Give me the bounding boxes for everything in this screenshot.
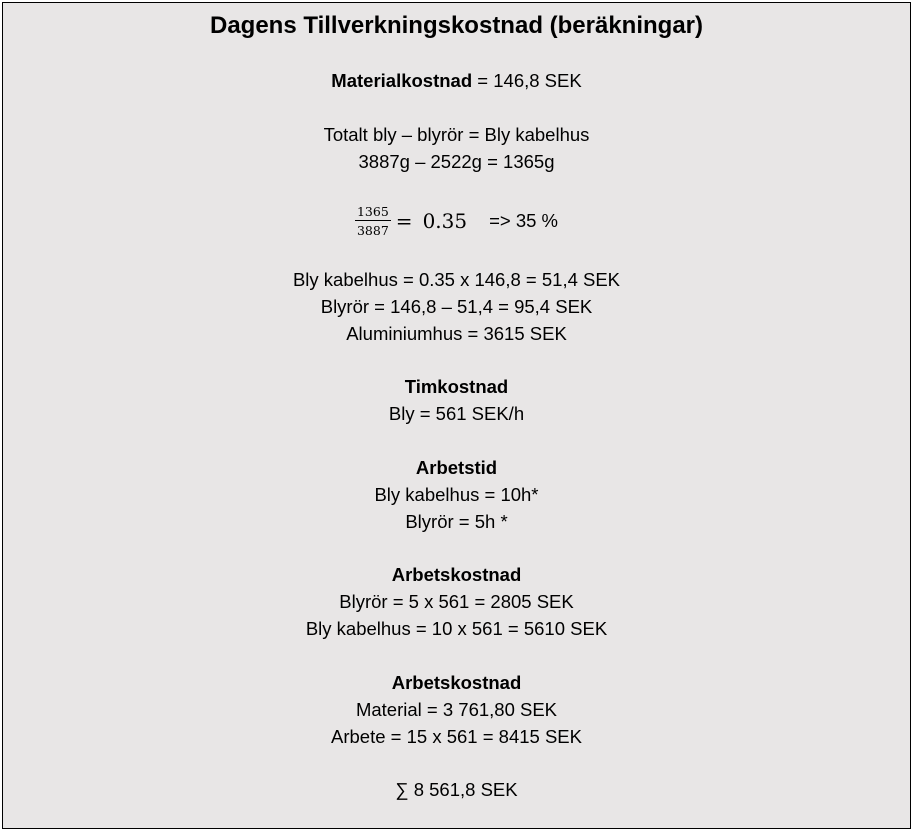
- hourly-cost-heading: Timkostnad: [404, 376, 509, 397]
- material-cost-line: [3, 70, 910, 92]
- ratio-result: 0.35: [422, 209, 468, 233]
- lead-ratio-formula: [3, 199, 910, 243]
- lead-equation-numbers: 3887g – 2522g = 1365g: [358, 151, 555, 172]
- ratio-percent: => 35 %: [489, 210, 559, 231]
- calculation-sheet: [2, 2, 911, 829]
- grand-total-sum: ∑ 8 561,8 SEK: [395, 779, 518, 800]
- work-time-heading: Arbetstid: [415, 457, 498, 478]
- page-title: Dagens Tillverkningskostnad (beräkningar): [209, 12, 704, 39]
- total-labor-cost: Arbete = 15 x 561 = 8415 SEK: [331, 726, 582, 747]
- material-cost-label: Materialkostnad: [331, 70, 473, 91]
- total-cost-heading: Arbetskostnad: [391, 672, 522, 693]
- work-time-lead-pipe: Blyrör = 5h *: [405, 511, 508, 532]
- labor-cost-cable-housing: Bly kabelhus = 10 x 561 = 5610 SEK: [305, 618, 608, 639]
- aluminium-housing-cost: Aluminiumhus = 3615 SEK: [346, 323, 567, 344]
- work-time-cable-housing: Bly kabelhus = 10h*: [374, 484, 539, 505]
- material-cost-value: = 146,8 SEK: [472, 70, 582, 91]
- fraction-numerator: 1365: [356, 204, 389, 219]
- lead-pipe-cost: Blyrör = 146,8 – 51,4 = 95,4 SEK: [320, 296, 593, 317]
- hourly-cost-lead: Bly = 561 SEK/h: [388, 403, 525, 424]
- ratio-fraction: [355, 204, 391, 238]
- equals-sign: =: [395, 209, 413, 233]
- cable-housing-lead-cost: Bly kabelhus = 0.35 x 146,8 = 51,4 SEK: [292, 269, 621, 290]
- total-material-cost: Material = 3 761,80 SEK: [355, 699, 558, 720]
- lead-equation-words: Totalt bly – blyrör = Bly kabelhus: [323, 124, 590, 145]
- fraction-denominator: 3887: [356, 223, 389, 238]
- labor-cost-heading: Arbetskostnad: [391, 564, 522, 585]
- labor-cost-lead-pipe: Blyrör = 5 x 561 = 2805 SEK: [339, 591, 574, 612]
